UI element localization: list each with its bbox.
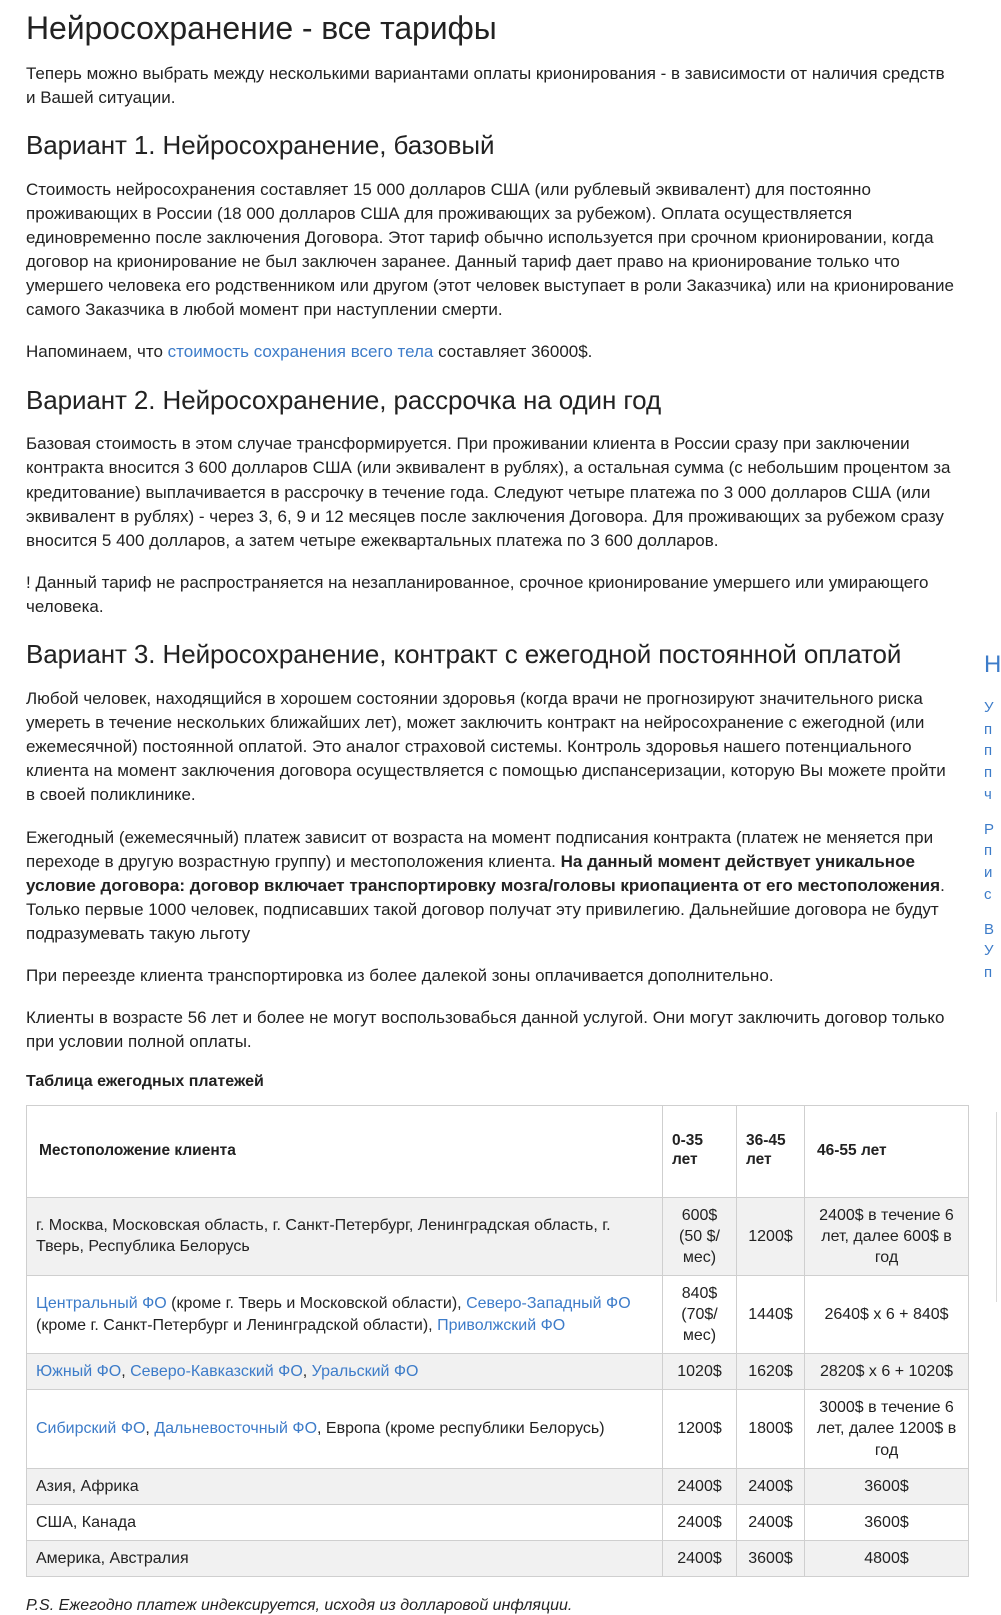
cell-age-46-55: 2820$ x 6 + 1020$ <box>805 1354 969 1390</box>
cell-age-0-35: 1020$ <box>663 1354 737 1390</box>
location-text: , <box>145 1420 155 1438</box>
section-heading-variant-2: Вариант 2. Нейросохранение, рассрочка на один год <box>26 384 662 415</box>
cell-age-0-35: 1200$ <box>663 1390 737 1468</box>
cell-age-36-45: 2400$ <box>737 1468 805 1504</box>
variant-1-body: Стоимость нейросохранения составляет 15 000 долларов США (или рублевый эквивалент) для постоянно проживающих в России (18 000 долларов США для проживающих за рубежом). Оплата осуществляется единовременно после заключения Договора. Этот тариф обычно используется при срочном крионировании, когда договор на крионирование не был заключен заранее. Данный тариф дает право на крионирование только что умершего человека его родственником или другом (этот человек выступает в роли Заказчика) или на крионирование самого Заказчика в любой момент при наступлении смерти. <box>26 179 955 320</box>
cell-age-36-45: 1440$ <box>737 1275 805 1353</box>
cell-age-0-35: 2400$ <box>663 1468 737 1504</box>
rail-text-fragment: В У п <box>984 920 995 982</box>
table-row <box>27 1275 969 1353</box>
cell-age-0-35: 2400$ <box>663 1504 737 1540</box>
rail-text-fragment: У п п п ч <box>984 698 994 803</box>
cell-location: Азия, Африка <box>27 1468 663 1504</box>
intro-paragraph: Теперь можно выбрать между несколькими вариантами оплаты крионирования - в зависимости от наличия средств и Вашей ситуации. <box>26 63 945 107</box>
table-row <box>27 1540 969 1576</box>
cell-age-46-55: 2400$ в течение 6 лет, далее 600$ в год <box>805 1197 969 1275</box>
region-link[interactable]: Сибирский ФО <box>36 1420 146 1438</box>
location-text: , Европа (кроме республики Белорусь) <box>317 1420 605 1438</box>
region-link[interactable]: Уральский ФО <box>311 1363 419 1381</box>
variant-2-body: Базовая стоимость в этом случае трансформируется. При проживании клиента в России сразу при заключении контракта вносится 3 600 долларов США (или эквивалент в рублях), а остальная сумма (с небольшим процентом за кредитование) выплачивается в рассрочку в течение года. Следуют четыре платежа по 3 000 долларов США (или эквивалент в рублях) - через 3, 6, 9 и 12 месяцев после заключения Договора. Для проживающих за рубежом сразу вносится 5 400 долларов, а затем четыре ежеквартальных платежа по 3 600 долларов. <box>26 434 951 550</box>
cell-age-0-35: 840$ (70$/мес) <box>663 1275 737 1353</box>
table-row <box>27 1354 969 1390</box>
page-title: Нейросохранение - все тарифы <box>26 10 497 46</box>
cell-age-46-55: 4800$ <box>805 1540 969 1576</box>
table-row <box>27 1390 969 1468</box>
cell-age-36-45: 2400$ <box>737 1504 805 1540</box>
variant-2-warning: ! Данный тариф не распространяется на незапланированное, срочное крионирование умершего или умирающего человека. <box>26 572 929 617</box>
location-text: , <box>121 1363 131 1381</box>
column-header-age-0-35: 0-35 лет <box>663 1105 737 1197</box>
table-head <box>27 1105 969 1197</box>
rail-text-fragment: Р п и с <box>984 820 995 903</box>
section-heading-variant-3: Вариант 3. Нейросохранение, контракт с ежегодной постоянной оплатой <box>26 639 902 670</box>
cell-age-46-55: 2640$ x 6 + 840$ <box>805 1275 969 1353</box>
cell-age-36-45: 1800$ <box>737 1390 805 1468</box>
region-link[interactable]: Центральный ФО <box>36 1295 167 1313</box>
column-header-location: Местоположение клиента <box>27 1105 663 1197</box>
cell-location: США, Канада <box>27 1504 663 1540</box>
rail-heading-fragment: Н <box>984 651 1001 678</box>
cell-age-36-45: 3600$ <box>737 1540 805 1576</box>
whole-body-price-link[interactable]: стоимость сохранения всего тела <box>167 342 434 362</box>
variant-1-reminder <box>26 340 956 364</box>
location-text: (кроме г. Санкт-Петербург и Ленинградской области), <box>36 1316 438 1334</box>
cell-age-36-45: 1200$ <box>737 1197 805 1275</box>
cell-location <box>27 1275 663 1353</box>
column-header-age-46-55: 46-55 лет <box>805 1105 969 1197</box>
right-sidebar-rail <box>984 648 1001 997</box>
right-panel-edge <box>996 1112 1001 1302</box>
region-link[interactable]: Южный ФО <box>36 1363 122 1381</box>
region-link[interactable]: Дальневосточный ФО <box>154 1420 318 1438</box>
reminder-suffix: составляет 36000$. <box>433 342 593 362</box>
section-heading-variant-1: Вариант 1. Нейросохранение, базовый <box>26 130 495 160</box>
variant-3-paragraph-2 <box>26 826 956 947</box>
cell-location <box>27 1390 663 1468</box>
table-row <box>27 1468 969 1504</box>
region-link[interactable]: Северо-Западный ФО <box>466 1295 631 1313</box>
ps-note: P.S. Ежегодно платеж индексируется, исходя из долларовой инфляции. <box>26 1596 573 1614</box>
table-caption: Таблица ежегодных платежей <box>26 1072 264 1090</box>
table-body <box>27 1197 969 1576</box>
variant-3-paragraph-1: Любой человек, находящийся в хорошем состоянии здоровья (когда врачи не прогнозируют значительного риска умереть в течение нескольких ближайших лет), может заключить контракт на нейросохранение с ежегодной (или ежемесячной) постоянной оплатой. Это аналог страховой системы. Контроль здоровья нашего потенциального клиента на момент заключения договора осуществляется с помощью диспансеризации, которую Вы можете пройти в своей поликлинике. <box>26 688 946 805</box>
table-header-row <box>27 1105 969 1197</box>
region-link[interactable]: Северо-Кавказский ФО <box>130 1363 303 1381</box>
annual-payments-table <box>26 1105 969 1577</box>
cell-location: г. Москва, Московская область, г. Санкт-Петербург, Ленинградская область, г. Тверь, Республика Белорусь <box>27 1197 663 1275</box>
table-row <box>27 1504 969 1540</box>
cell-location: Америка, Австралия <box>27 1540 663 1576</box>
column-header-age-36-45: 36-45 лет <box>737 1105 805 1197</box>
region-link[interactable]: Приволжский ФО <box>437 1316 566 1334</box>
location-text: , <box>302 1363 312 1381</box>
cell-age-46-55: 3000$ в течение 6 лет, далее 1200$ в год <box>805 1390 969 1468</box>
cell-age-36-45: 1620$ <box>737 1354 805 1390</box>
cell-location <box>27 1354 663 1390</box>
variant-3-paragraph-3: При переезде клиента транспортировка из более далекой зоны оплачивается дополнительно. <box>26 966 774 986</box>
table-row <box>27 1197 969 1275</box>
variant-3-para2-part2: . Только первые 1000 человек, подписавших такой договор получат эту привилегию. Дальнейшие договора не будут подразумевать такую льготу <box>26 875 945 944</box>
cell-age-0-35: 600$ (50 $/мес) <box>663 1197 737 1275</box>
location-text: (кроме г. Тверь и Московской области), <box>166 1295 467 1313</box>
variant-3-paragraph-4: Клиенты в возрасте 56 лет и более не могут воспользовабься данной услугой. Они могут заключить договор только при условии полной оплаты. <box>26 1008 945 1052</box>
variant-3-para2-part1: Ежегодный (ежемесячный) платеж зависит от возраста на момент подписания контракта (платеж не меняется при переходе в другую возрастную группу) и местоположения клиента. <box>26 827 934 871</box>
cell-age-46-55: 3600$ <box>805 1468 969 1504</box>
cell-age-0-35: 2400$ <box>663 1540 737 1576</box>
cell-age-46-55: 3600$ <box>805 1504 969 1540</box>
reminder-prefix: Напоминаем, что <box>26 342 168 362</box>
variant-3-para2-highlight: На данный момент действует уникальное условие договора: договор включает транспортировку мозга/головы криопациента от его местоположения <box>26 851 941 895</box>
